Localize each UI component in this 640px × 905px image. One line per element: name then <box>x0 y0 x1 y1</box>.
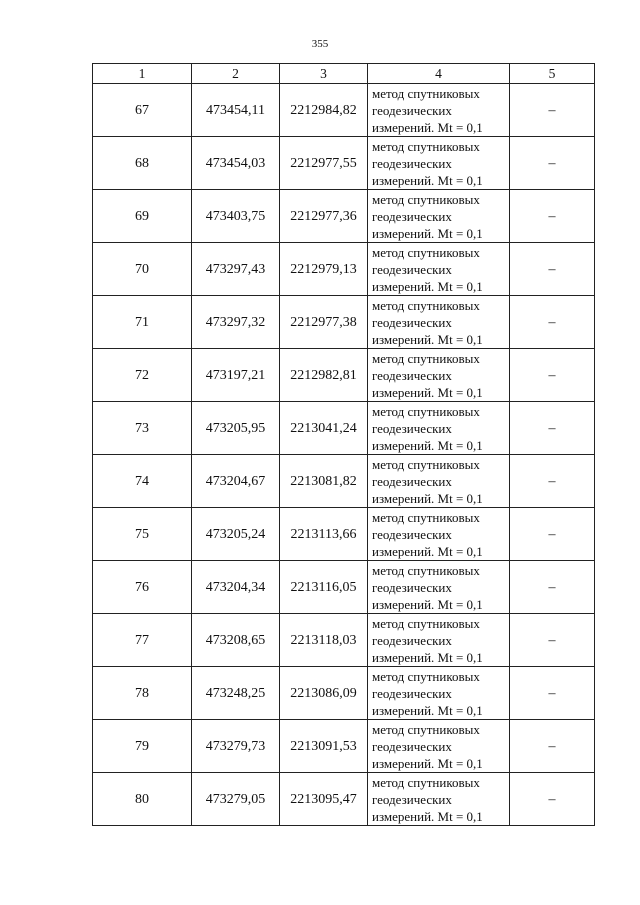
coordinate-x: 473297,43 <box>192 243 280 296</box>
header-col-1: 1 <box>93 64 192 84</box>
coordinate-x: 473208,65 <box>192 614 280 667</box>
coordinate-y: 2213118,03 <box>280 614 368 667</box>
coordinate-x: 473279,05 <box>192 773 280 826</box>
point-number: 72 <box>93 349 192 402</box>
column-5-value: – <box>510 773 595 826</box>
coordinate-y: 2213086,09 <box>280 667 368 720</box>
method-text-line: геодезических <box>372 738 452 754</box>
method-cell <box>368 137 510 190</box>
coordinate-x: 473297,32 <box>192 296 280 349</box>
coordinate-y: 2213095,47 <box>280 773 368 826</box>
table-header <box>93 64 595 84</box>
method-text-line: геодезических <box>372 102 452 118</box>
page-number: 355 <box>311 38 329 50</box>
coordinate-y: 2213041,24 <box>280 402 368 455</box>
method-text-line: геодезических <box>372 261 452 277</box>
table-row <box>93 561 595 614</box>
table-row <box>93 349 595 402</box>
column-5-value: – <box>510 614 595 667</box>
coordinate-x: 473454,11 <box>192 84 280 137</box>
method-cell <box>368 455 510 508</box>
method-cell <box>368 243 510 296</box>
column-5-value: – <box>510 349 595 402</box>
table-row <box>93 402 595 455</box>
coordinate-x: 473279,73 <box>192 720 280 773</box>
point-number: 67 <box>93 84 192 137</box>
method-text-line: измерений. Mt = 0,1 <box>372 543 483 559</box>
coordinate-x: 473205,24 <box>192 508 280 561</box>
header-row <box>93 64 595 84</box>
method-text-line: метод спутниковых <box>372 456 480 472</box>
header-col-4: 4 <box>368 64 510 84</box>
point-number: 79 <box>93 720 192 773</box>
method-text-line: геодезических <box>372 526 452 542</box>
method-text-line: метод спутниковых <box>372 350 480 366</box>
column-5-value: – <box>510 561 595 614</box>
method-text-line: измерений. Mt = 0,1 <box>372 278 483 294</box>
point-number: 78 <box>93 667 192 720</box>
method-text-line: геодезических <box>372 314 452 330</box>
method-text-line: измерений. Mt = 0,1 <box>372 172 483 188</box>
coordinate-y: 2212982,81 <box>280 349 368 402</box>
column-5-value: – <box>510 720 595 773</box>
table-row <box>93 773 595 826</box>
method-text-line: геодезических <box>372 791 452 807</box>
method-text-line: метод спутниковых <box>372 403 480 419</box>
method-text-line: метод спутниковых <box>372 615 480 631</box>
coordinate-x: 473454,03 <box>192 137 280 190</box>
method-text-line: измерений. Mt = 0,1 <box>372 119 483 135</box>
method-text-line: геодезических <box>372 420 452 436</box>
method-cell <box>368 561 510 614</box>
method-cell <box>368 402 510 455</box>
method-text-line: геодезических <box>372 685 452 701</box>
method-cell <box>368 614 510 667</box>
column-5-value: – <box>510 296 595 349</box>
method-text-line: геодезических <box>372 632 452 648</box>
point-number: 73 <box>93 402 192 455</box>
method-text-line: метод спутниковых <box>372 191 480 207</box>
coordinate-y: 2213113,66 <box>280 508 368 561</box>
table-row <box>93 508 595 561</box>
method-cell <box>368 667 510 720</box>
method-text-line: геодезических <box>372 208 452 224</box>
point-number: 75 <box>93 508 192 561</box>
column-5-value: – <box>510 243 595 296</box>
coordinate-y: 2212984,82 <box>280 84 368 137</box>
point-number: 68 <box>93 137 192 190</box>
method-text-line: метод спутниковых <box>372 668 480 684</box>
table-row <box>93 720 595 773</box>
method-cell <box>368 84 510 137</box>
coordinate-y: 2213091,53 <box>280 720 368 773</box>
column-5-value: – <box>510 402 595 455</box>
method-text-line: метод спутниковых <box>372 244 480 260</box>
point-number: 69 <box>93 190 192 243</box>
method-cell <box>368 773 510 826</box>
method-text-line: измерений. Mt = 0,1 <box>372 702 483 718</box>
table-row <box>93 455 595 508</box>
point-number: 76 <box>93 561 192 614</box>
method-cell <box>368 190 510 243</box>
method-text-line: измерений. Mt = 0,1 <box>372 331 483 347</box>
method-text-line: измерений. Mt = 0,1 <box>372 649 483 665</box>
method-text-line: метод спутниковых <box>372 774 480 790</box>
column-5-value: – <box>510 137 595 190</box>
coordinate-x: 473205,95 <box>192 402 280 455</box>
column-5-value: – <box>510 455 595 508</box>
header-col-2: 2 <box>192 64 280 84</box>
coordinate-y: 2213081,82 <box>280 455 368 508</box>
coordinate-y: 2212977,38 <box>280 296 368 349</box>
method-cell <box>368 349 510 402</box>
method-cell <box>368 508 510 561</box>
table-body <box>93 84 595 826</box>
column-5-value: – <box>510 508 595 561</box>
coordinate-x: 473248,25 <box>192 667 280 720</box>
column-5-value: – <box>510 84 595 137</box>
table-row <box>93 84 595 137</box>
table-row <box>93 614 595 667</box>
point-number: 80 <box>93 773 192 826</box>
header-col-5: 5 <box>510 64 595 84</box>
method-text-line: метод спутниковых <box>372 85 480 101</box>
method-text-line: измерений. Mt = 0,1 <box>372 490 483 506</box>
column-5-value: – <box>510 190 595 243</box>
method-text-line: геодезических <box>372 473 452 489</box>
coordinate-y: 2213116,05 <box>280 561 368 614</box>
method-cell <box>368 720 510 773</box>
method-text-line: метод спутниковых <box>372 297 480 313</box>
method-text-line: метод спутниковых <box>372 721 480 737</box>
method-text-line: измерений. Mt = 0,1 <box>372 225 483 241</box>
coordinate-x: 473197,21 <box>192 349 280 402</box>
table-row <box>93 137 595 190</box>
point-number: 74 <box>93 455 192 508</box>
method-cell <box>368 296 510 349</box>
header-col-3: 3 <box>280 64 368 84</box>
table-row <box>93 190 595 243</box>
point-number: 70 <box>93 243 192 296</box>
column-5-value: – <box>510 667 595 720</box>
method-text-line: измерений. Mt = 0,1 <box>372 437 483 453</box>
method-text-line: метод спутниковых <box>372 562 480 578</box>
coordinates-table <box>92 63 595 826</box>
table-row <box>93 667 595 720</box>
point-number: 77 <box>93 614 192 667</box>
coordinate-y: 2212977,55 <box>280 137 368 190</box>
method-text-line: измерений. Mt = 0,1 <box>372 596 483 612</box>
method-text-line: измерений. Mt = 0,1 <box>372 384 483 400</box>
method-text-line: измерений. Mt = 0,1 <box>372 755 483 771</box>
table-row <box>93 296 595 349</box>
coordinate-y: 2212979,13 <box>280 243 368 296</box>
point-number: 71 <box>93 296 192 349</box>
method-text-line: метод спутниковых <box>372 138 480 154</box>
method-text-line: геодезических <box>372 155 452 171</box>
coordinate-x: 473403,75 <box>192 190 280 243</box>
method-text-line: измерений. Mt = 0,1 <box>372 808 483 824</box>
table-row <box>93 243 595 296</box>
coordinate-y: 2212977,36 <box>280 190 368 243</box>
method-text-line: геодезических <box>372 367 452 383</box>
method-text-line: метод спутниковых <box>372 509 480 525</box>
coordinate-x: 473204,67 <box>192 455 280 508</box>
method-text-line: геодезических <box>372 579 452 595</box>
coordinate-x: 473204,34 <box>192 561 280 614</box>
